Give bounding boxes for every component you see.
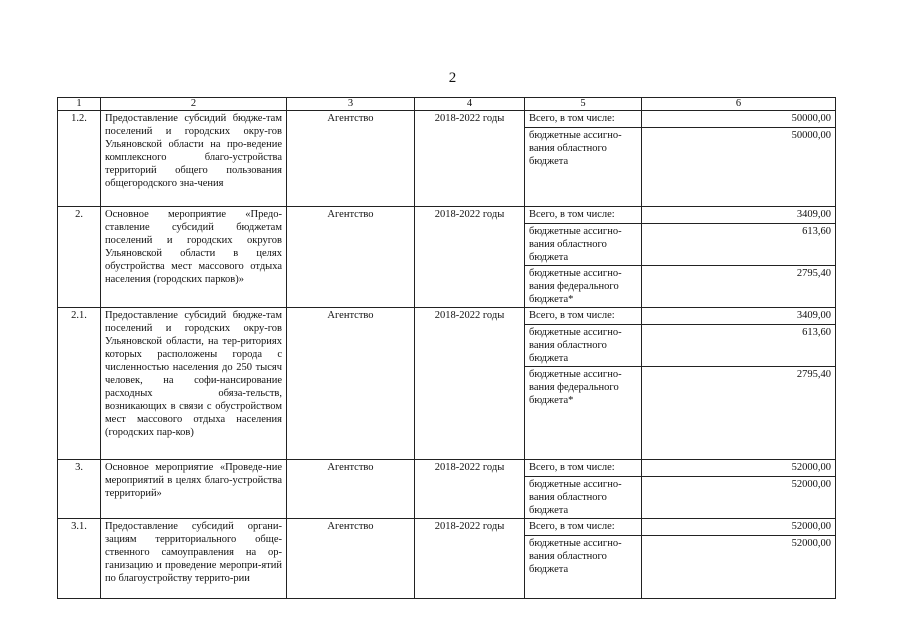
funding-amount: 613,60 bbox=[642, 224, 836, 266]
funding-amount: 52000,00 bbox=[642, 536, 836, 599]
row-number: 3.1. bbox=[58, 519, 101, 599]
header-col-3: 3 bbox=[287, 98, 415, 111]
funding-amount: 52000,00 bbox=[642, 477, 836, 519]
page-number: 2 bbox=[448, 70, 457, 86]
table-row bbox=[58, 308, 836, 325]
header-col-4: 4 bbox=[415, 98, 525, 111]
table-row bbox=[58, 460, 836, 477]
funding-amount: 50000,00 bbox=[642, 111, 836, 128]
header-row bbox=[58, 98, 836, 111]
table-row bbox=[58, 207, 836, 224]
row-term: 2018-2022 годы bbox=[415, 460, 525, 519]
row-executor: Агентство bbox=[287, 519, 415, 599]
row-executor: Агентство bbox=[287, 111, 415, 207]
funding-source-label: бюджетные ассигно-вания федерального бюджета* bbox=[525, 367, 642, 460]
funding-source-label: бюджетные ассигно-вания областного бюджета bbox=[525, 477, 642, 519]
row-term: 2018-2022 годы bbox=[415, 111, 525, 207]
header-col-6: 6 bbox=[642, 98, 836, 111]
funding-amount: 2795,40 bbox=[642, 266, 836, 308]
program-table bbox=[57, 97, 836, 599]
row-description: Основное мероприятие «Предо-ставление субсидий бюджетам поселений и городских округов Ульяновской области в целях обустройства мест массового отдыха населения (городских парков)» bbox=[101, 207, 287, 308]
row-number: 3. bbox=[58, 460, 101, 519]
funding-source-label: бюджетные ассигно-вания областного бюджета bbox=[525, 128, 642, 207]
row-executor: Агентство bbox=[287, 460, 415, 519]
funding-source-label: Всего, в том числе: bbox=[525, 308, 642, 325]
row-description: Предоставление субсидий органи-зациям территориального обще-ственного самоуправления на ор-ганизацию и проведение меропри-ятий по благоустройству террито-рии bbox=[101, 519, 287, 599]
header-col-1: 1 bbox=[58, 98, 101, 111]
funding-amount: 3409,00 bbox=[642, 207, 836, 224]
row-number: 2. bbox=[58, 207, 101, 308]
row-description: Предоставление субсидий бюдже-там поселений и городских окру-гов Ульяновской области на про-ведение комплексного благо-устройства территорий общего пользования общегородского зна-чения bbox=[101, 111, 287, 207]
funding-amount: 613,60 bbox=[642, 325, 836, 367]
funding-amount: 52000,00 bbox=[642, 460, 836, 477]
funding-source-label: бюджетные ассигно-вания федерального бюджета* bbox=[525, 266, 642, 308]
funding-amount: 3409,00 bbox=[642, 308, 836, 325]
funding-source-label: бюджетные ассигно-вания областного бюджета bbox=[525, 536, 642, 599]
header-col-2: 2 bbox=[101, 98, 287, 111]
row-executor: Агентство bbox=[287, 308, 415, 460]
funding-source-label: бюджетные ассигно-вания областного бюджета bbox=[525, 325, 642, 367]
row-description: Предоставление субсидий бюдже-там поселений и городских окру-гов Ульяновской области, на тер-риториях которых расположены города с численностью населения до 250 тысяч человек, на софи-нансирование расходных обяза-тельств, возникающих в связи с обустройством мест массового отдыха населения (городских пар-ков) bbox=[101, 308, 287, 460]
funding-amount: 50000,00 bbox=[642, 128, 836, 207]
funding-amount: 2795,40 bbox=[642, 367, 836, 460]
table-row bbox=[58, 519, 836, 536]
funding-source-label: Всего, в том числе: bbox=[525, 519, 642, 536]
row-executor: Агентство bbox=[287, 207, 415, 308]
funding-source-label: Всего, в том числе: bbox=[525, 207, 642, 224]
row-number: 2.1. bbox=[58, 308, 101, 460]
row-term: 2018-2022 годы bbox=[415, 519, 525, 599]
header-col-5: 5 bbox=[525, 98, 642, 111]
funding-source-label: Всего, в том числе: bbox=[525, 111, 642, 128]
funding-source-label: Всего, в том числе: bbox=[525, 460, 642, 477]
funding-source-label: бюджетные ассигно-вания областного бюджета bbox=[525, 224, 642, 266]
row-term: 2018-2022 годы bbox=[415, 308, 525, 460]
table-row bbox=[58, 111, 836, 128]
funding-amount: 52000,00 bbox=[642, 519, 836, 536]
row-term: 2018-2022 годы bbox=[415, 207, 525, 308]
row-number: 1.2. bbox=[58, 111, 101, 207]
row-description: Основное мероприятие «Проведе-ние мероприятий в целях благо-устройства территорий» bbox=[101, 460, 287, 519]
